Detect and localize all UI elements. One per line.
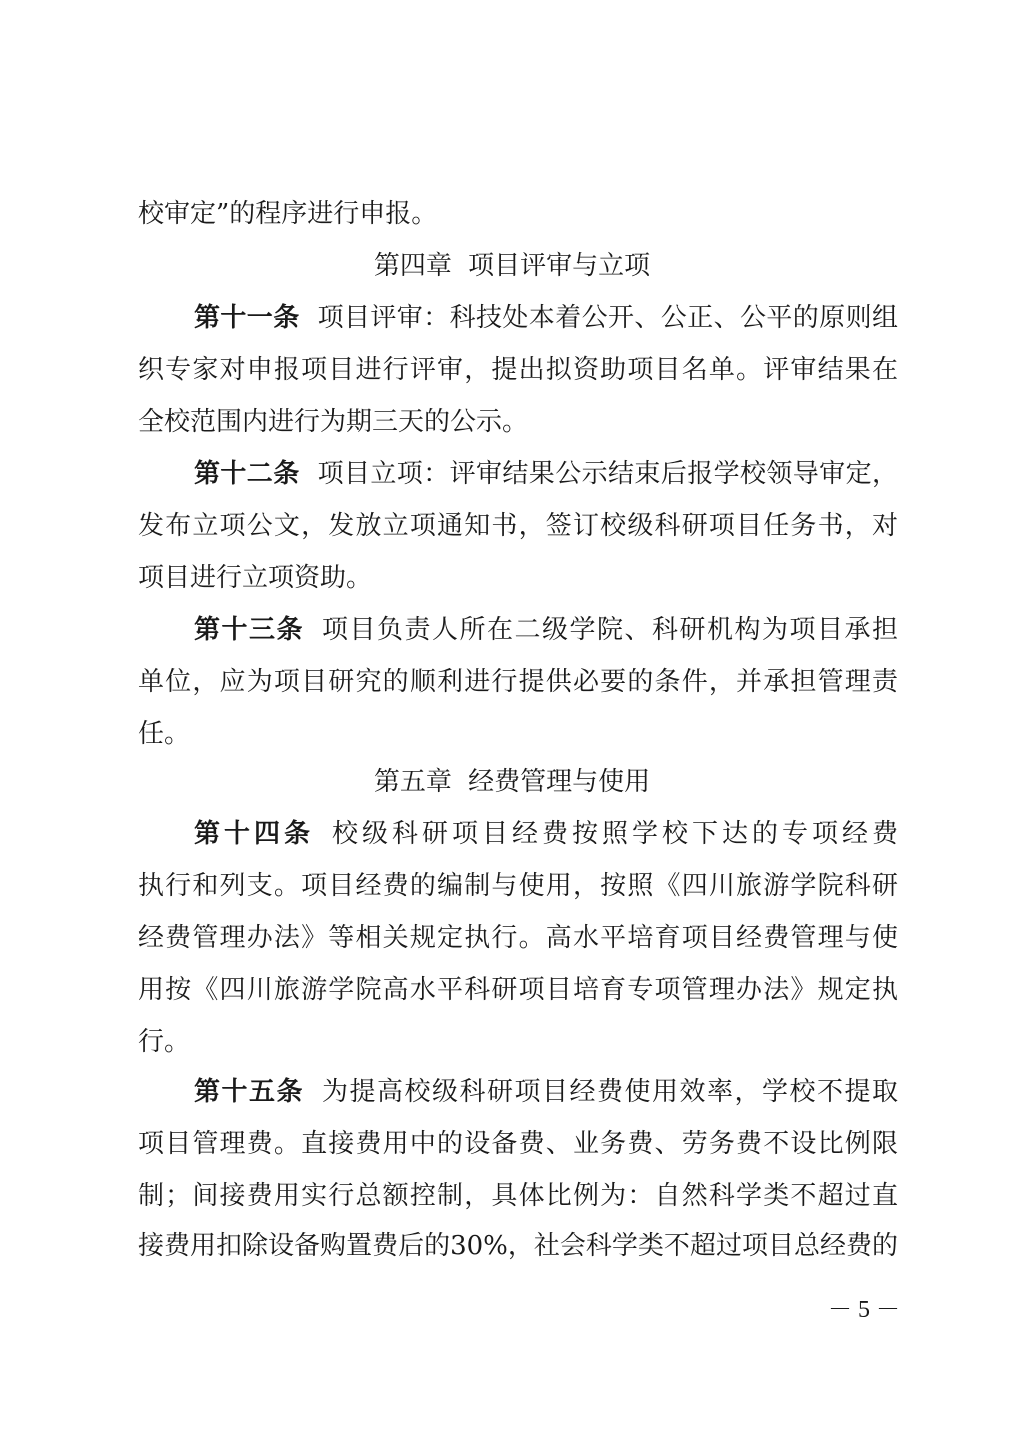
chapter-label: 第五章 (373, 767, 452, 797)
article-14-line-1 (194, 808, 898, 860)
article-label: 第十一条 (194, 303, 300, 333)
chapter-title: 经费管理与使用 (468, 767, 651, 797)
chapter-label: 第四章 (373, 251, 452, 281)
article-15-line-4: 接费用扣除设备购置费后的30%，社会科学类不超过项目总经费的 (138, 1231, 898, 1261)
page-number: － 5 － (828, 1297, 900, 1323)
article-14-line-2: 执行和列支。项目经费的编制与使用，按照《四川旅游学院科研 (138, 871, 898, 901)
article-label: 第十二条 (194, 459, 300, 489)
article-11-line-2: 织专家对申报项目进行评审，提出拟资助项目名单。评审结果在 (138, 355, 898, 385)
article-15-line-2: 项目管理费。直接费用中的设备费、业务费、劳务费不设比例限 (138, 1129, 898, 1159)
article-14-line-3: 经费管理办法》等相关规定执行。高水平培育项目经费管理与使 (138, 923, 898, 953)
article-text: 项目负责人所在二级学院、科研机构为项目承担 (322, 615, 898, 645)
article-12-line-3: 项目进行立项资助。 (138, 563, 373, 593)
article-12-line-1 (194, 448, 898, 500)
article-11-line-3: 全校范围内进行为期三天的公示。 (138, 407, 529, 437)
article-12-line-2: 发布立项公文，发放立项通知书，签订校级科研项目任务书，对 (138, 511, 898, 541)
article-14-line-4: 用按《四川旅游学院高水平科研项目培育专项管理办法》规定执 (138, 975, 898, 1005)
article-label: 第十三条 (194, 615, 304, 645)
article-15-line-3: 制；间接费用实行总额控制，具体比例为：自然科学类不超过直 (138, 1181, 898, 1211)
article-text: 为提高校级科研项目经费使用效率，学校不提取 (322, 1077, 898, 1107)
article-15-line-1 (194, 1066, 898, 1118)
text-line: 校审定”的程序进行申报。 (138, 199, 438, 229)
article-text: 项目立项：评审结果公示结束后报学校领导审定， (317, 459, 898, 489)
article-13-line-1 (194, 604, 898, 656)
chapter-heading-5 (0, 756, 1024, 808)
article-label: 第十四条 (194, 819, 314, 849)
article-text: 项目评审：科技处本着公开、公正、公平的原则组 (317, 303, 898, 333)
article-14-line-5: 行。 (138, 1027, 191, 1057)
article-text: 校级科研项目经费按照学校下达的专项经费 (332, 819, 898, 849)
chapter-heading-4 (0, 240, 1024, 292)
chapter-title: 项目评审与立项 (468, 251, 651, 281)
article-11-line-1 (194, 292, 898, 344)
article-13-line-3: 任。 (138, 719, 191, 749)
article-label: 第十五条 (194, 1077, 304, 1107)
article-13-line-2: 单位，应为项目研究的顺利进行提供必要的条件，并承担管理责 (138, 667, 898, 697)
